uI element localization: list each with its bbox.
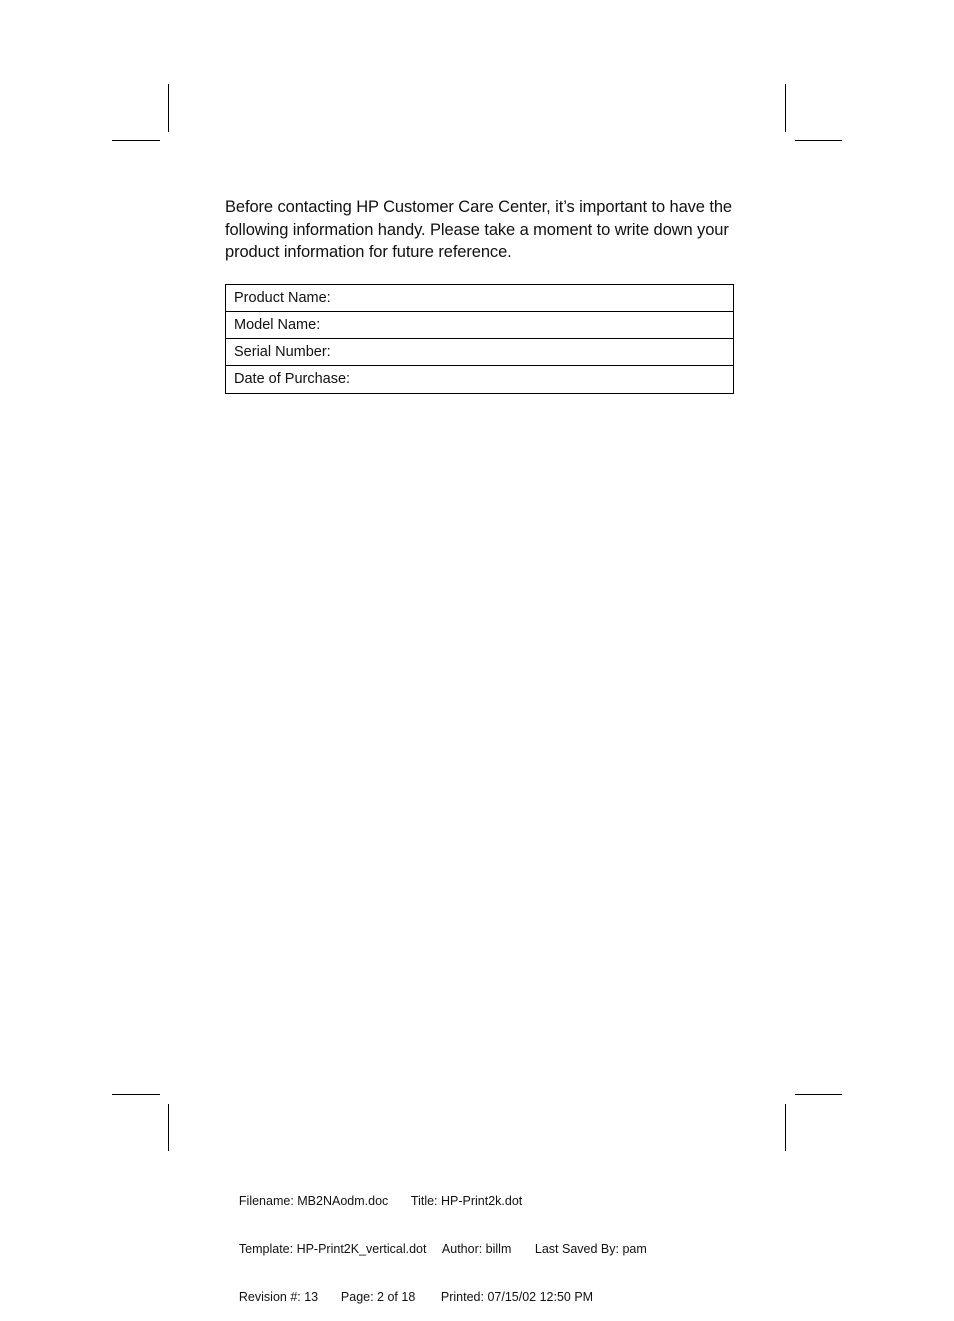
crop-mark-top-left-vertical xyxy=(168,84,169,132)
footer-line-1 xyxy=(225,1177,647,1208)
footer-line-3 xyxy=(225,1273,647,1304)
info-row-date-of-purchase: Date of Purchase: xyxy=(234,371,351,387)
crop-mark-bottom-left-horizontal xyxy=(112,1094,160,1095)
info-row-serial-number: Serial Number: xyxy=(226,339,733,366)
info-row-product-name: Product Name: xyxy=(226,285,733,312)
crop-mark-top-right-horizontal xyxy=(795,140,842,141)
crop-mark-bottom-right-vertical xyxy=(785,1104,786,1151)
footer-template: Template: HP-Print2K_vertical.dot xyxy=(238,1242,427,1256)
crop-mark-top-left-horizontal xyxy=(112,140,160,141)
footer-author: Author: billm xyxy=(441,1242,512,1256)
footer-title: Title: HP-Print2k.dot xyxy=(410,1194,523,1208)
footer-last-saved-by: Last Saved By: pam xyxy=(534,1242,647,1256)
crop-mark-top-right-vertical xyxy=(785,84,786,132)
product-info-table xyxy=(225,284,734,394)
crop-mark-bottom-left-vertical xyxy=(168,1104,169,1151)
intro-paragraph: Before contacting HP Customer Care Center, it’s important to have the following information handy. Please take a moment to write down your product information for future reference. xyxy=(225,198,733,261)
document-footer xyxy=(225,1145,647,1305)
footer-printed: Printed: 07/15/02 12:50 PM xyxy=(440,1290,594,1304)
footer-page: Page: 2 of 18 xyxy=(340,1290,416,1304)
footer-line-2 xyxy=(225,1225,647,1256)
footer-revision: Revision #: 13 xyxy=(238,1290,319,1304)
footer-filename: Filename: MB2NAodm.doc xyxy=(238,1194,389,1208)
crop-mark-bottom-right-horizontal xyxy=(795,1094,842,1095)
info-row-model-name: Model Name: xyxy=(226,312,733,339)
